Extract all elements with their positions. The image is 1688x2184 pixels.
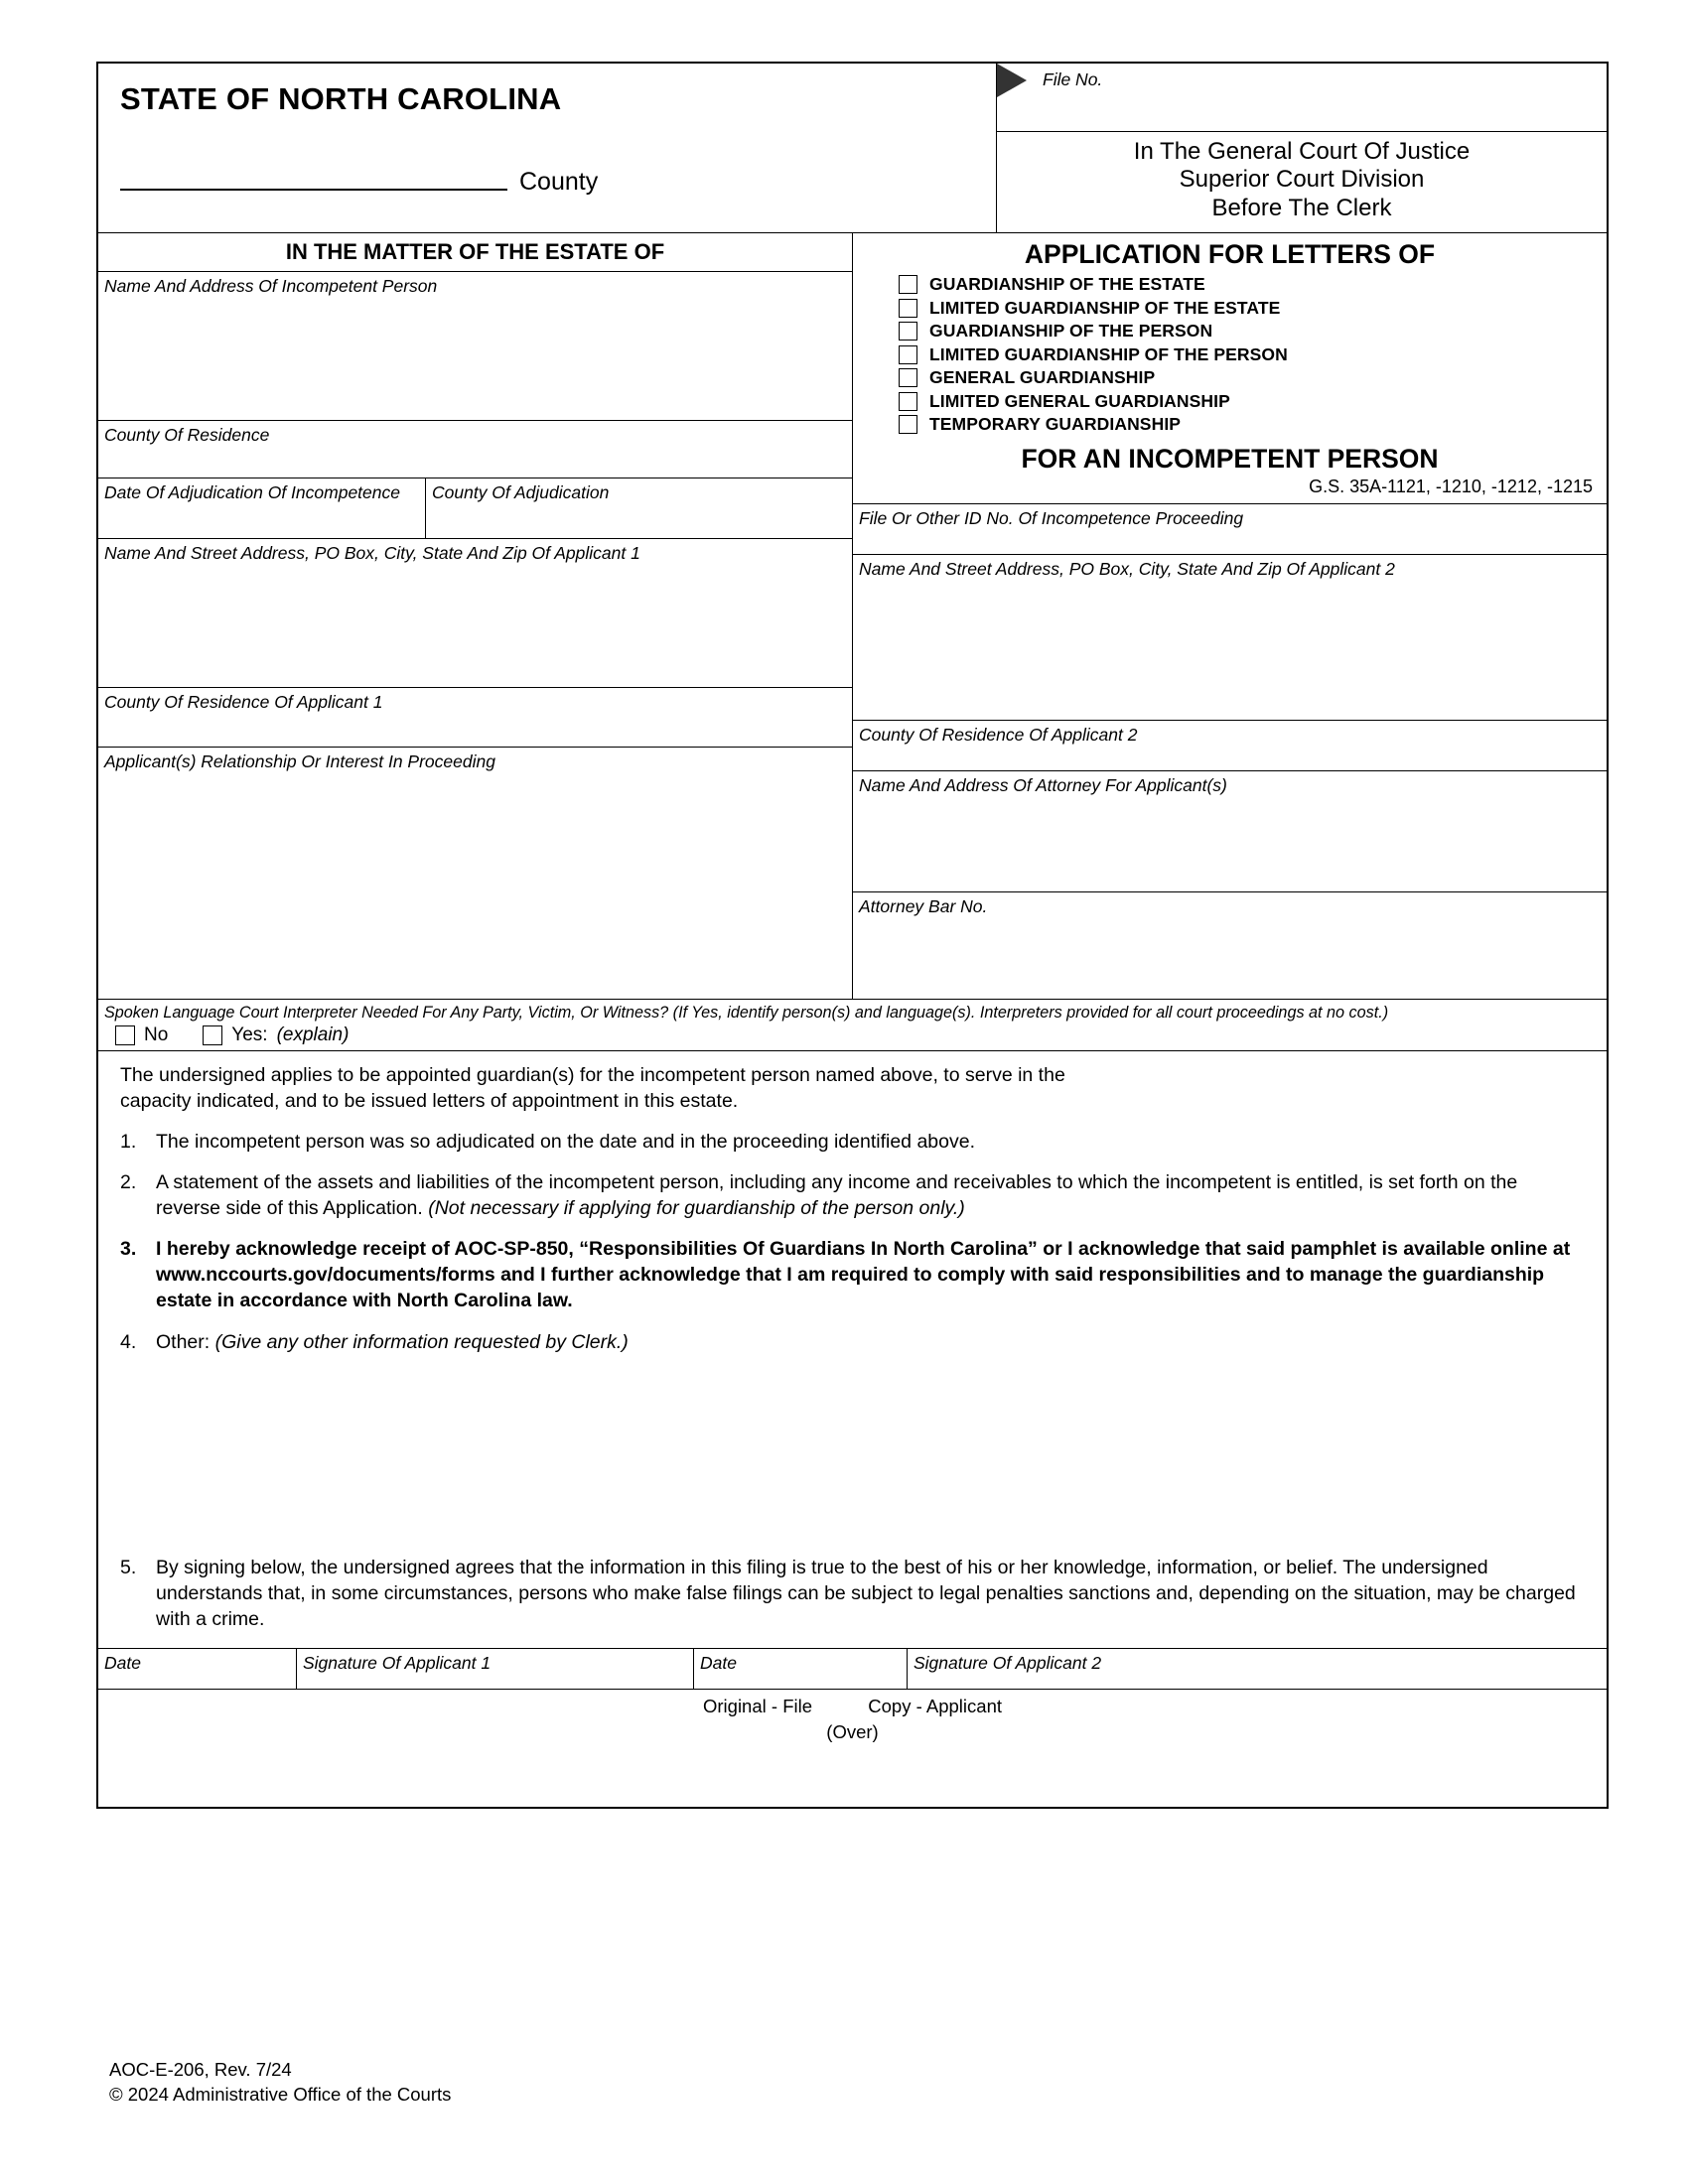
checkbox-row[interactable]: [899, 344, 1607, 365]
application-body: [98, 1050, 1607, 1632]
intro-line-2: capacity indicated, and to be issued letters of appointment in this estate.: [120, 1089, 739, 1112]
field-applicant1-address[interactable]: [98, 539, 852, 688]
interpreter-yes-option[interactable]: [194, 1024, 349, 1046]
field-label: Date Of Adjudication Of Incompetence: [104, 482, 400, 502]
county-blank-line[interactable]: [120, 159, 507, 191]
item-number: 2.: [120, 1170, 137, 1193]
field-label: Signature Of Applicant 1: [303, 1653, 492, 1674]
middle-section: [98, 232, 1607, 999]
checkbox-label: LIMITED GUARDIANSHIP OF THE ESTATE: [929, 297, 1281, 318]
item-main-text: A statement of the assets and liabilities of the incompetent person, including any income and receivables to which the incompetent is entitled, is set forth on the reverse side of this Application.: [156, 1170, 1518, 1220]
estate-column: [98, 233, 853, 999]
numbered-item-5: [120, 1555, 1585, 1632]
other-write-in-area[interactable]: [120, 1370, 1585, 1549]
item-number: 3.: [120, 1238, 137, 1261]
checkbox-row[interactable]: [899, 274, 1607, 295]
header-left: [98, 64, 997, 232]
court-division: [997, 132, 1607, 230]
item-italic-note: (Give any other information requested by Clerk.): [214, 1330, 629, 1353]
item-text: [156, 1329, 1585, 1355]
field-attorney-bar-no[interactable]: [853, 892, 1607, 944]
field-file-id-no[interactable]: [853, 503, 1607, 555]
over-note: (Over): [826, 1721, 879, 1743]
interpreter-no-option[interactable]: [106, 1024, 168, 1046]
field-applicant1-county[interactable]: [98, 688, 852, 748]
page-title: STATE OF NORTH CAROLINA: [120, 81, 562, 116]
signature-entry-area[interactable]: [98, 1689, 1607, 1807]
adjudication-row: [98, 478, 852, 539]
checkbox-label: LIMITED GENERAL GUARDIANSHIP: [929, 390, 1230, 411]
field-attorney-address[interactable]: [853, 771, 1607, 892]
field-date-adjudication[interactable]: [98, 478, 426, 538]
checkbox-interpreter-no[interactable]: [115, 1025, 135, 1045]
numbered-item-2: [120, 1169, 1585, 1221]
interpreter-options: [98, 1024, 1607, 1050]
county-label: County: [519, 168, 599, 196]
statute-citation: G.S. 35A-1121, -1210, -1212, -1215: [1309, 476, 1593, 496]
checkbox-row[interactable]: [899, 367, 1607, 388]
numbered-item-1: [120, 1129, 1585, 1155]
court-line-3: Before The Clerk: [1211, 194, 1392, 221]
field-label: Name And Street Address, PO Box, City, State And Zip Of Applicant 2: [859, 558, 1395, 579]
checkbox-guardianship-estate[interactable]: [899, 275, 917, 294]
field-label: File Or Other ID No. Of Incompetence Proceeding: [859, 507, 1244, 528]
field-label: Name And Address Of Incompetent Person: [104, 276, 438, 296]
field-label: County Of Adjudication: [432, 482, 610, 502]
court-line-1: In The General Court Of Justice: [1133, 138, 1471, 165]
interpreter-no-label: No: [144, 1024, 169, 1045]
item-number: 5.: [120, 1556, 137, 1578]
item-text: By signing below, the undersigned agrees that the information in this filing is true to the best of his or her knowledge, information, or belief. The undersigned understands that, in some circumstances, persons who make false filings can be subject to legal penalties sanctions and, depending on the situation, may be charged with a crime.: [156, 1556, 1576, 1630]
checkbox-label: GUARDIANSHIP OF THE ESTATE: [929, 274, 1205, 294]
item-number: 1.: [120, 1130, 137, 1153]
checkbox-temporary-guardianship[interactable]: [899, 415, 917, 434]
item-text: The incompetent person was so adjudicated on the date and in the proceeding identified above.: [156, 1130, 975, 1153]
triangle-marker-icon: [997, 64, 1027, 97]
for-incompetent-heading: FOR AN INCOMPETENT PERSON: [1021, 443, 1439, 474]
field-label: County Of Residence: [104, 425, 270, 445]
signature-date2-header: [694, 1649, 908, 1689]
item-main-text: Other:: [156, 1330, 211, 1353]
field-label: Attorney Bar No.: [859, 895, 988, 916]
field-label: County Of Residence Of Applicant 2: [859, 724, 1138, 745]
form-border: [96, 62, 1609, 1809]
numbered-item-4: [120, 1329, 1585, 1355]
checkbox-interpreter-yes[interactable]: [203, 1025, 222, 1045]
field-county-adjudication[interactable]: [426, 478, 852, 538]
field-label: Date: [104, 1653, 141, 1674]
intro-paragraph: [120, 1063, 1585, 1115]
item-text: I hereby acknowledge receipt of AOC-SP-850, “Responsibilities Of Guardians In North Carolina” or I acknowledge that said pamphlet is available online at www.nccourts.gov/documents/forms and I further acknowledge that I am required to comply with said responsibilities and to manage the guardianship estate in accordance with North Carolina law.: [156, 1238, 1571, 1312]
field-incompetent-person[interactable]: [98, 272, 852, 421]
signature-header-row: [98, 1648, 1607, 1689]
signature-applicant1-header: [297, 1649, 694, 1689]
field-label: County Of Residence Of Applicant 1: [104, 692, 383, 712]
header-right: [997, 64, 1607, 232]
item-number: 4.: [120, 1330, 137, 1353]
field-label: Name And Street Address, PO Box, City, State And Zip Of Applicant 1: [104, 543, 640, 563]
checkbox-limited-guardianship-person[interactable]: [899, 345, 917, 364]
distribution-original: Original - File: [703, 1696, 812, 1717]
checkbox-row[interactable]: [899, 391, 1607, 412]
item-text: [156, 1169, 1585, 1221]
file-no-label: File No.: [1043, 69, 1103, 89]
copyright-line: © 2024 Administrative Office of the Courts: [109, 2083, 452, 2105]
signature-date1-header: [98, 1649, 297, 1689]
field-county-residence[interactable]: [98, 421, 852, 478]
interpreter-explain-hint: (explain): [276, 1024, 350, 1045]
field-applicant2-address[interactable]: [853, 555, 1607, 721]
interpreter-question: Spoken Language Court Interpreter Needed For Any Party, Victim, Or Witness? (If Yes, identify person(s) and language(s). Interpreters provided for all court proceedings at no cost.): [104, 1004, 1389, 1022]
checkbox-label: GENERAL GUARDIANSHIP: [929, 367, 1156, 387]
matter-heading: IN THE MATTER OF THE ESTATE OF: [98, 233, 852, 272]
checkbox-general-guardianship[interactable]: [899, 368, 917, 387]
application-column: [853, 233, 1607, 999]
form-header: [98, 64, 1607, 232]
application-heading: APPLICATION FOR LETTERS OF: [1024, 239, 1436, 269]
field-label: Signature Of Applicant 2: [914, 1653, 1102, 1674]
distribution-copy: Copy - Applicant: [868, 1696, 1002, 1717]
checkbox-row[interactable]: [899, 321, 1607, 341]
checkbox-limited-general-guardianship[interactable]: [899, 392, 917, 411]
intro-line-1: The undersigned applies to be appointed guardian(s) for the incompetent person named above, to serve in the: [120, 1064, 1065, 1086]
checkbox-label: LIMITED GUARDIANSHIP OF THE PERSON: [929, 343, 1288, 364]
field-label: Date: [700, 1653, 737, 1674]
interpreter-section: [98, 999, 1607, 1050]
file-no-band: [997, 64, 1607, 132]
checkbox-label: GUARDIANSHIP OF THE PERSON: [929, 321, 1213, 341]
checkbox-label: TEMPORARY GUARDIANSHIP: [929, 414, 1182, 434]
field-label: Name And Address Of Attorney For Applicant(s): [859, 774, 1227, 795]
field-label: Applicant(s) Relationship Or Interest In Proceeding: [104, 751, 495, 771]
court-line-2: Superior Court Division: [1179, 166, 1425, 194]
form-footer: [109, 2058, 451, 2108]
field-applicant2-county[interactable]: [853, 721, 1607, 771]
distribution-line: [98, 1690, 1607, 1717]
checkbox-guardianship-person[interactable]: [899, 322, 917, 341]
interpreter-yes-label: Yes:: [231, 1024, 268, 1045]
signature-applicant2-header: [908, 1649, 1607, 1689]
item-italic-note: (Not necessary if applying for guardianship of the person only.): [428, 1197, 965, 1220]
field-relationship[interactable]: [98, 748, 852, 999]
form-number: AOC-E-206, Rev. 7/24: [109, 2059, 292, 2080]
numbered-item-3: [120, 1236, 1585, 1313]
county-entry: [120, 159, 599, 196]
guardianship-type-checkboxes: [853, 272, 1607, 435]
checkbox-row[interactable]: [899, 298, 1607, 319]
checkbox-row[interactable]: [899, 414, 1607, 435]
checkbox-limited-guardianship-estate[interactable]: [899, 299, 917, 318]
